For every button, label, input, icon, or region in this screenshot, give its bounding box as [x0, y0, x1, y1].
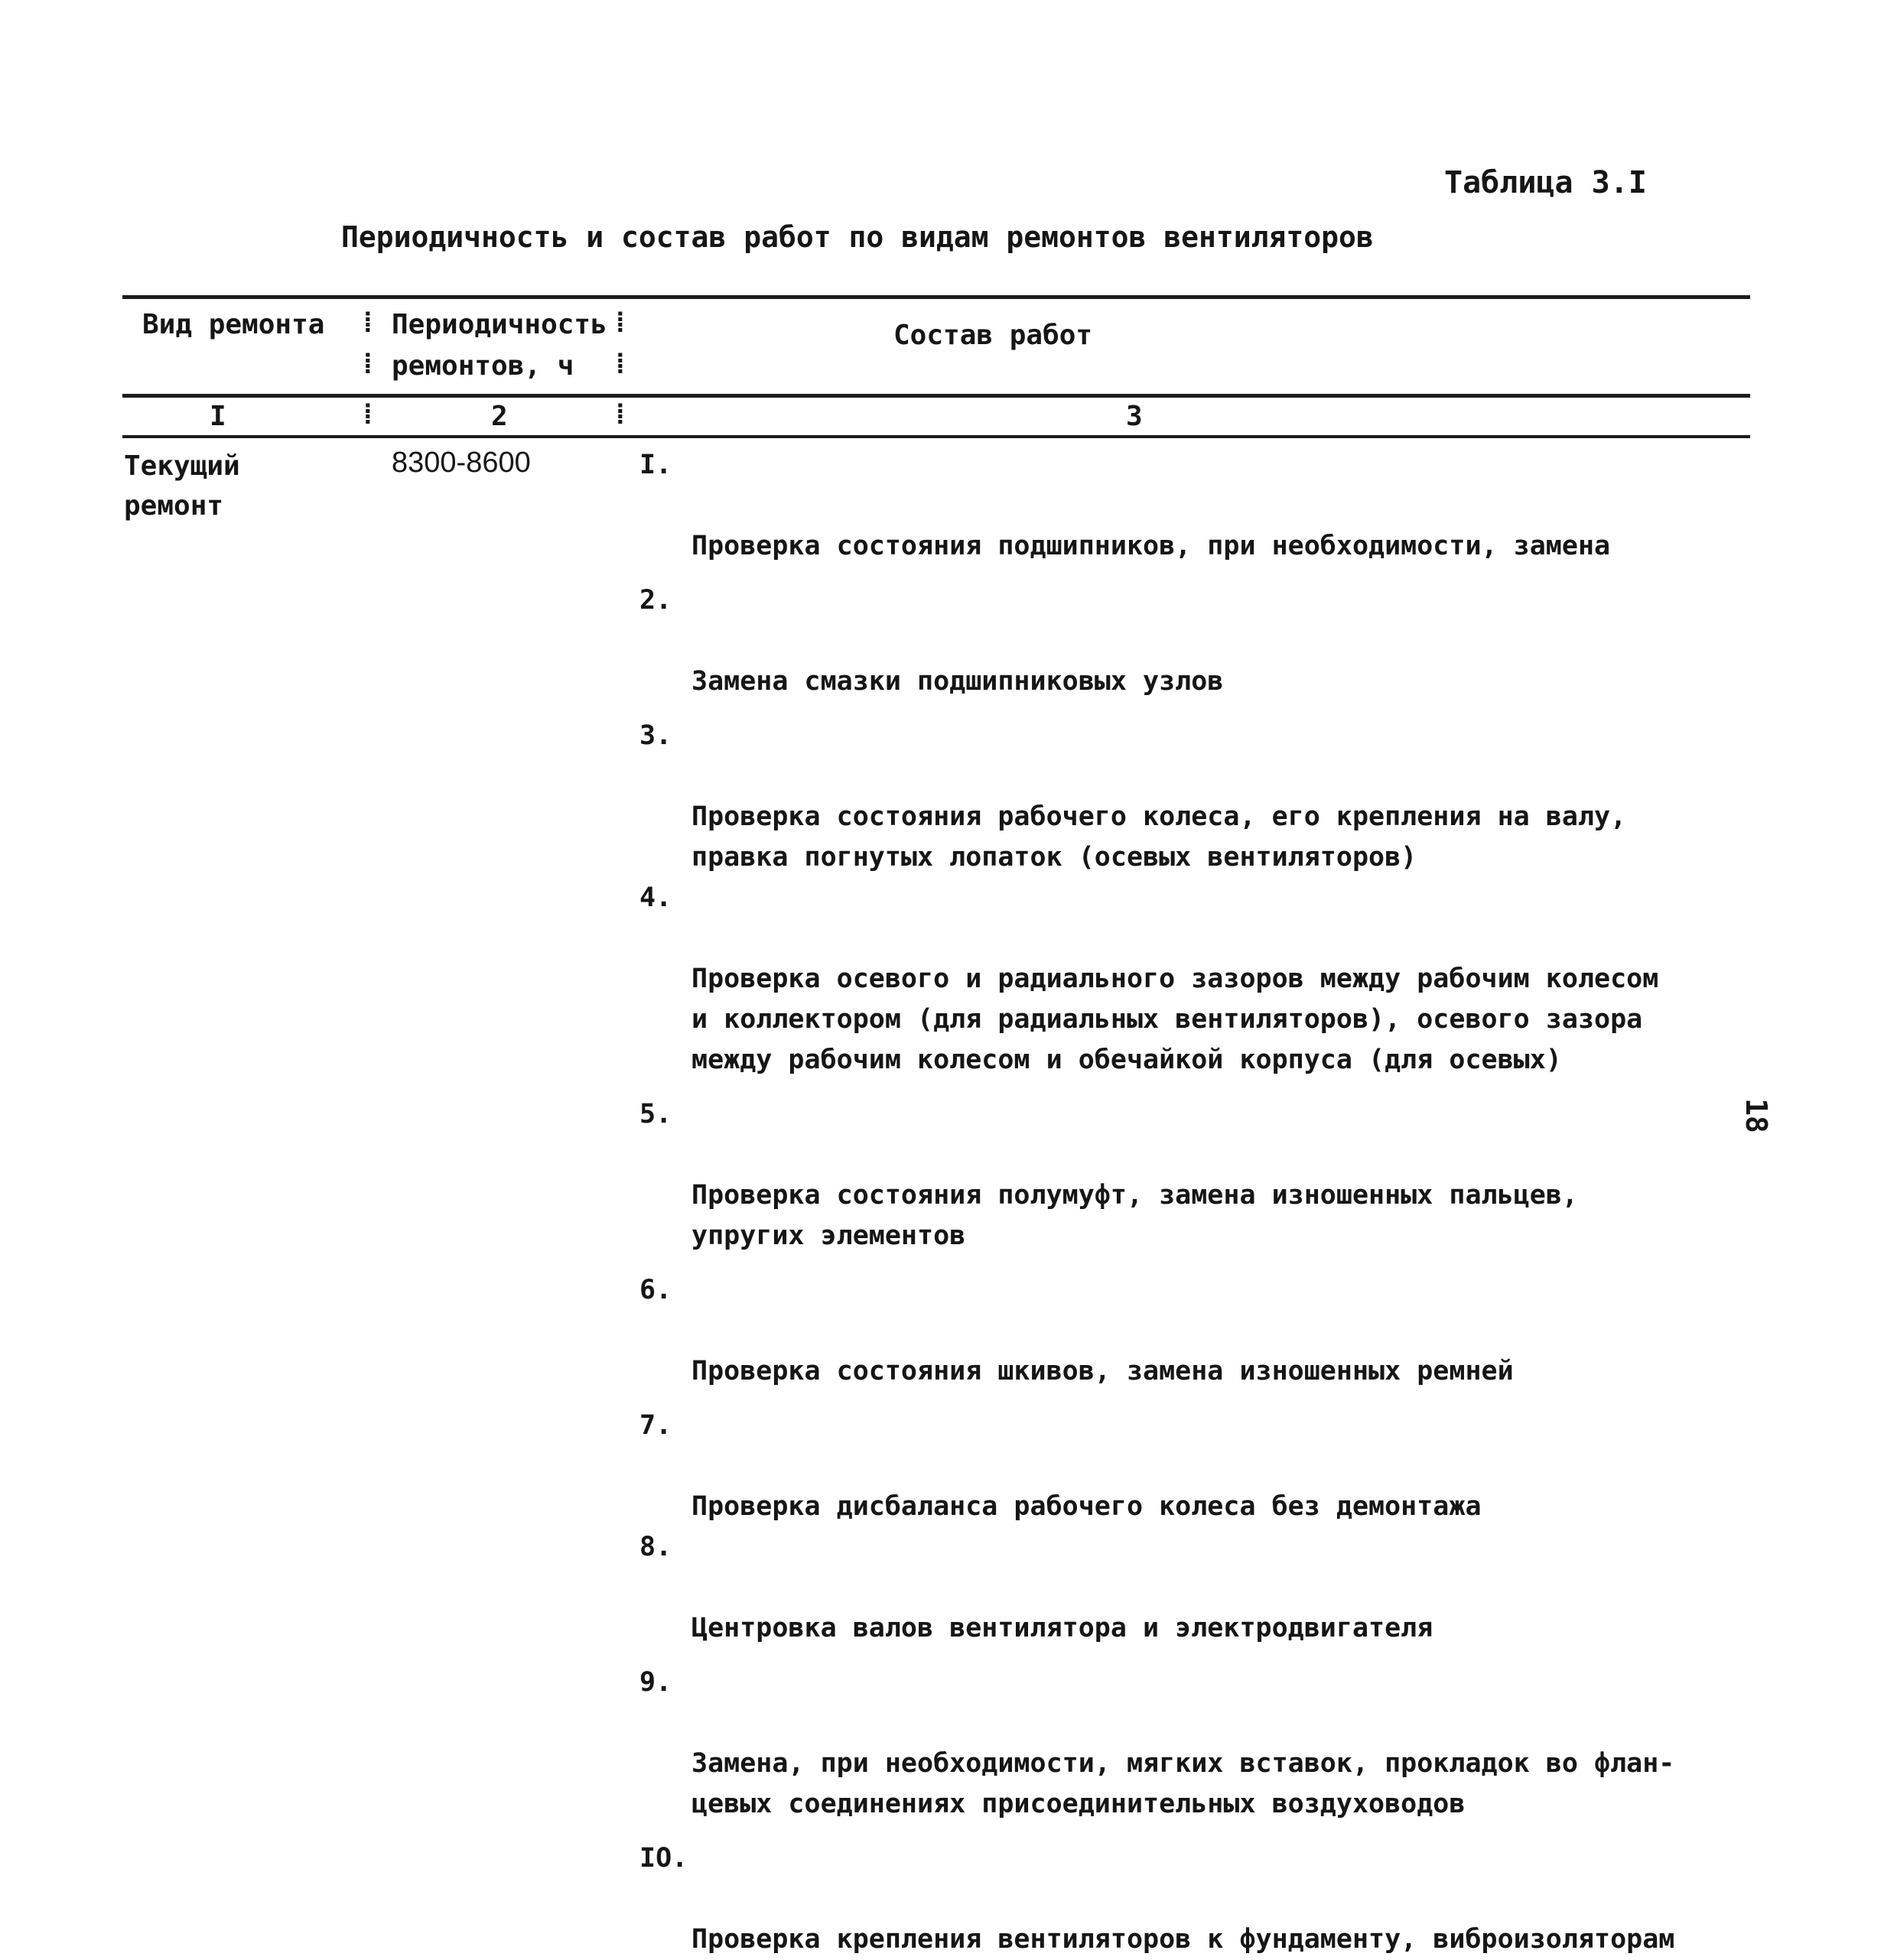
- header-periodicity-line2: ремонтов, ч: [392, 350, 574, 382]
- work-item: [639, 878, 1756, 1081]
- column-separator: ⁞: [612, 307, 629, 339]
- column-number-2: 2: [491, 401, 508, 432]
- work-item: [639, 1838, 1756, 1960]
- work-item-text: Проверка осевого и радиального зазоров между рабочим колесом и коллектором (для радиальных вентиляторов), осевого зазора между рабочим колесом и обечайкой корпуса (для осевых): [691, 964, 1659, 1075]
- work-item: [639, 445, 1756, 567]
- work-item: [639, 716, 1756, 878]
- column-separator: ⁞: [360, 399, 376, 431]
- page-number: 18: [1739, 1098, 1773, 1133]
- column-number-3: 3: [1126, 401, 1143, 432]
- work-item: [639, 580, 1756, 702]
- work-item-text: Проверка состояния полумуфт, замена изношенных пальцев, упругих элементов: [691, 1180, 1578, 1251]
- column-separator: ⁞: [360, 307, 376, 339]
- work-item-number: IO.: [639, 1843, 688, 1874]
- work-item-number: I.: [639, 450, 672, 480]
- table-number-label: Таблица 3.I: [1444, 165, 1647, 200]
- work-item-number: 3.: [639, 720, 672, 751]
- header-bottom-rule: [122, 394, 1750, 398]
- work-item-text: Замена смазки подшипниковых узлов: [691, 666, 1224, 697]
- header-work-composition: Состав работ: [893, 320, 1093, 351]
- work-item-text: Проверка состояния шкивов, замена изношенных ремней: [691, 1356, 1514, 1386]
- header-periodicity-line1: Периодичность: [392, 309, 607, 340]
- work-item-text: Центровка валов вентилятора и электродвигателя: [691, 1613, 1433, 1643]
- work-item: [639, 1663, 1756, 1825]
- work-item-text: Замена, при необходимости, мягких вставок, прокладок во флан- цевых соединениях присоединительных воздуховодов: [691, 1748, 1675, 1819]
- column-separator: ⁞: [360, 349, 376, 380]
- work-item: [639, 1094, 1756, 1256]
- column-number-1: I: [210, 401, 226, 432]
- work-item-number: 2.: [639, 585, 672, 616]
- work-item-number: 6.: [639, 1275, 672, 1305]
- work-item-number: 8.: [639, 1532, 672, 1562]
- work-item-text: Проверка состояния рабочего колеса, его крепления на валу, правка погнутых лопаток (осевых вентиляторов): [691, 801, 1627, 873]
- work-item-number: 5.: [639, 1099, 672, 1130]
- work-item-number: 4.: [639, 882, 672, 913]
- column-separator: ⁞: [612, 349, 629, 380]
- document-title: Периодичность и состав работ по видам ремонтов вентиляторов: [341, 220, 1374, 254]
- work-item: [639, 1406, 1756, 1527]
- column-separator: ⁞: [612, 399, 629, 431]
- table-top-rule: [122, 295, 1750, 299]
- work-list: [639, 445, 1756, 1960]
- work-item: [639, 1527, 1756, 1649]
- work-item-text: Проверка состояния подшипников, при необходимости, замена: [691, 531, 1611, 561]
- work-item-number: 9.: [639, 1667, 672, 1698]
- periodicity-cell: 8300-8600: [392, 447, 531, 479]
- column-numbers-rule: [122, 435, 1750, 438]
- work-item-number: 7.: [639, 1410, 672, 1441]
- repair-type-cell: Текущий ремонт: [124, 450, 240, 522]
- header-repair-type: Вид ремонта: [142, 309, 325, 340]
- work-item-text: Проверка крепления вентиляторов к фундаменту, виброизоляторам: [691, 1924, 1675, 1955]
- work-item: [639, 1270, 1756, 1392]
- work-item-text: Проверка дисбаланса рабочего колеса без демонтажа: [691, 1491, 1482, 1522]
